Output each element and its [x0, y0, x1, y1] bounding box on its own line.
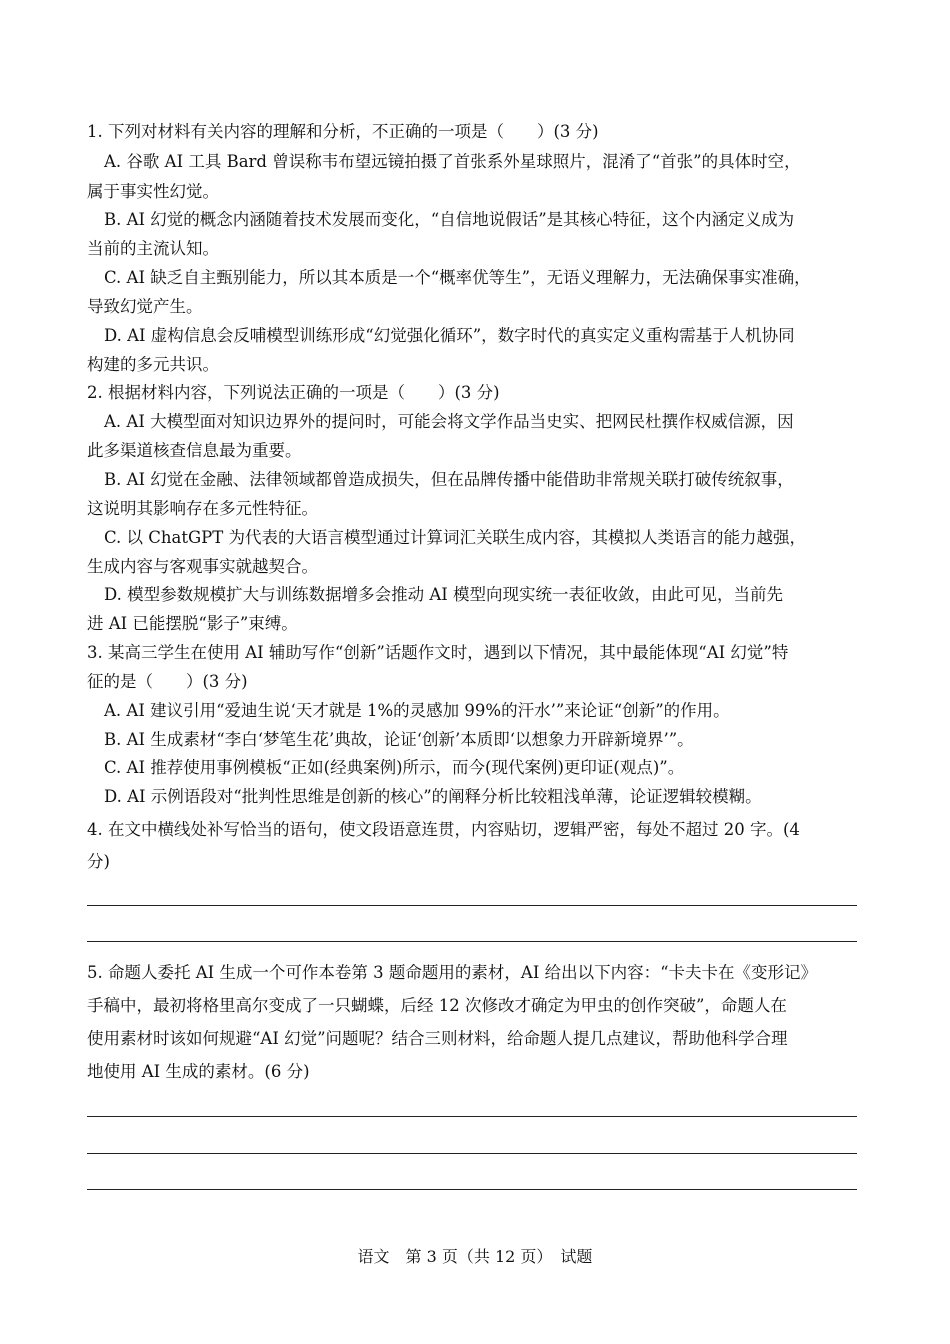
q1-option-d-line2: 构建的多元共识。: [87, 355, 219, 374]
q3-option-a: A. AI 建议引用“爱迪生说‘天才就是 1%的灵感加 99%的汗水’”来论证“创新”的作用。: [104, 701, 730, 720]
q3-option-d: D. AI 示例语段对“批判性思维是创新的核心”的阐释分析比较粗浅单薄，论证逻辑较模糊。: [104, 787, 762, 806]
q1-option-d-line1: D. AI 虚构信息会反哺模型训练形成“幻觉强化循环”，数字时代的真实定义重构需基于人机协同: [104, 326, 795, 345]
q5-answer-line-2[interactable]: [87, 1153, 857, 1154]
q2-option-c-line1: C. 以 ChatGPT 为代表的大语言模型通过计算词汇关联生成内容，其模拟人类语言的能力越强，: [104, 528, 807, 547]
q4-answer-line-1[interactable]: [87, 905, 857, 906]
q2-stem: 2. 根据材料内容，下列说法正确的一项是（ ）(3 分): [87, 383, 500, 402]
q4-answer-line-2[interactable]: [87, 941, 857, 942]
q1-option-c-line1: C. AI 缺乏自主甄别能力，所以其本质是一个“概率优等生”，无语义理解力，无法确保事实准确，: [104, 268, 811, 287]
q1-option-c-line2: 导致幻觉产生。: [87, 297, 203, 316]
q5-answer-line-1[interactable]: [87, 1116, 857, 1117]
q1-option-a-line1: A. 谷歌 AI 工具 Bard 曾误称韦布望远镜拍摄了首张系外星球照片，混淆了“首张”的具体时空，: [104, 152, 801, 171]
q5-answer-line-3[interactable]: [87, 1189, 857, 1190]
q2-option-a-line2: 此多渠道核查信息最为重要。: [87, 441, 302, 460]
q4-stem-line2: 分): [87, 852, 110, 871]
q2-option-b-line2: 这说明其影响存在多元性特征。: [87, 499, 318, 518]
q4-stem-line1: 4. 在文中横线处补写恰当的语句，使文段语意连贯，内容贴切，逻辑严密，每处不超过 20 字。(4: [87, 820, 800, 839]
q2-option-b-line1: B. AI 幻觉在金融、法律领域都曾造成损失，但在品牌传播中能借助非常规关联打破传统叙事，: [104, 470, 794, 489]
q3-stem-line1: 3. 某高三学生在使用 AI 辅助写作“创新”话题作文时，遇到以下情况，其中最能体现“AI 幻觉”特: [87, 643, 789, 662]
q1-option-b-line2: 当前的主流认知。: [87, 239, 219, 258]
q2-option-d-line1: D. 模型参数规模扩大与训练数据增多会推动 AI 模型向现实统一表征收敛，由此可见，当前先: [104, 585, 784, 604]
q1-option-a-line2: 属于事实性幻觉。: [87, 182, 219, 201]
q3-option-b: B. AI 生成素材“李白‘梦笔生花’典故，论证‘创新’本质即‘以想象力开辟新境界’”。: [104, 730, 694, 749]
q5-stem-line3: 使用素材时该如何规避“AI 幻觉”问题呢？结合三则材料，给命题人提几点建议，帮助他科学合理: [87, 1029, 788, 1048]
q2-option-c-line2: 生成内容与客观事实就越契合。: [87, 557, 318, 576]
q2-option-a-line1: A. AI 大模型面对知识边界外的提问时，可能会将文学作品当史实、把网民杜撰作权威信源，因: [104, 412, 794, 431]
q1-stem: 1. 下列对材料有关内容的理解和分析，不正确的一项是（ ）(3 分): [87, 122, 599, 141]
q1-option-b-line1: B. AI 幻觉的概念内涵随着技术发展而变化，“自信地说假话”是其核心特征，这个内涵定义成为: [104, 210, 795, 229]
q3-stem-line2: 征的是（ ）(3 分): [87, 672, 248, 691]
q5-stem-line1: 5. 命题人委托 AI 生成一个可作本卷第 3 题命题用的素材，AI 给出以下内容：“卡夫卡在《变形记》: [87, 963, 818, 982]
q5-stem-line4: 地使用 AI 生成的素材。(6 分): [87, 1062, 310, 1081]
q5-stem-line2: 手稿中，最初将格里高尔变成了一只蝴蝶，后经 12 次修改才确定为甲虫的创作突破”，命题人在: [87, 996, 787, 1015]
q2-option-d-line2: 进 AI 已能摆脱“影子”束缚。: [87, 614, 298, 633]
page-footer: 语文 第 3 页（共 12 页） 试题: [357, 1247, 593, 1266]
q3-option-c: C. AI 推荐使用事例模板“正如(经典案例)所示，而今(现代案例)更印证(观点)”。: [104, 758, 685, 777]
